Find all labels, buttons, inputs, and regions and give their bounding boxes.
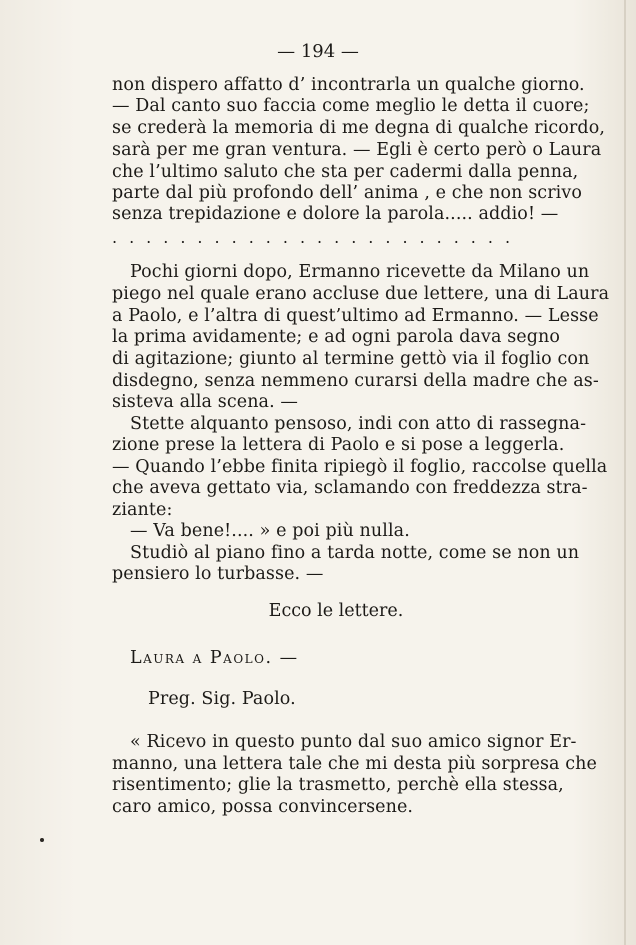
text-line: senza trepidazione e dolore la parola..... addio! — <box>112 204 559 224</box>
text-line: risentimento; glie la trasmetto, perchè ella stessa, <box>112 775 564 795</box>
text-line: che l’ultimo saluto che sta per cadermi dalla penna, <box>112 162 579 182</box>
text-line: che aveva gettato via, sclamando con freddezza stra- <box>112 478 588 498</box>
text-line: pensiero lo turbasse. — <box>112 564 324 584</box>
text-line: non dispero affatto d’ incontrarla un qualche giorno. <box>112 75 585 95</box>
text-line: — Quando l’ebbe finita ripiegò il foglio, raccolse quella <box>112 457 608 477</box>
text-line: ziante: <box>112 500 173 520</box>
text-line: disdegno, senza nemmeno curarsi della madre che as- <box>112 371 599 391</box>
section-caption: Ecco le lettere. <box>268 601 404 621</box>
text-line: manno, una lettera tale che mi desta più sorpresa che <box>112 754 597 774</box>
text-line: Studiò al piano fino a tarda notte, come se non un <box>130 543 580 563</box>
letter-heading: Laura a Paolo. — <box>130 648 299 668</box>
text-line: sarà per me gran ventura. — Egli è certo però o Laura <box>112 140 602 160</box>
page-number: — 194 — <box>277 41 359 62</box>
dotted-separator: ........................ <box>112 228 523 247</box>
text-line: Pochi giorni dopo, Ermanno ricevette da Milano un <box>130 262 590 282</box>
text-line: piego nel quale erano accluse due lettere, una di Laura <box>112 284 610 304</box>
text-line: — Va bene!.... » e poi più nulla. <box>130 521 410 541</box>
text-line: se crederà la memoria di me degna di qualche ricordo, <box>112 118 606 138</box>
text-line: zione prese la lettera di Paolo e si pose a leggerla. <box>112 435 565 455</box>
text-line: « Ricevo in questo punto dal suo amico signor Er- <box>130 732 577 752</box>
text-line: parte dal più profondo dell’ anima , e che non scrivo <box>112 183 582 203</box>
letter-salutation: Preg. Sig. Paolo. <box>148 689 296 709</box>
text-line: — Dal canto suo faccia come meglio le detta il cuore; <box>112 96 590 116</box>
text-line: Stette alquanto pensoso, indi con atto di rassegna- <box>130 414 587 434</box>
text-line: sisteva alla scena. — <box>112 392 299 412</box>
ink-speck <box>40 838 44 842</box>
text-line: di agitazione; giunto al termine gettò via il foglio con <box>112 349 590 369</box>
text-line: la prima avidamente; e ad ogni parola dava segno <box>112 327 561 347</box>
text-line: caro amico, possa convincersene. <box>112 797 414 817</box>
text-line: a Paolo, e l’altra di quest’ultimo ad Ermanno. — Lesse <box>112 306 599 326</box>
page-edge <box>624 0 626 945</box>
